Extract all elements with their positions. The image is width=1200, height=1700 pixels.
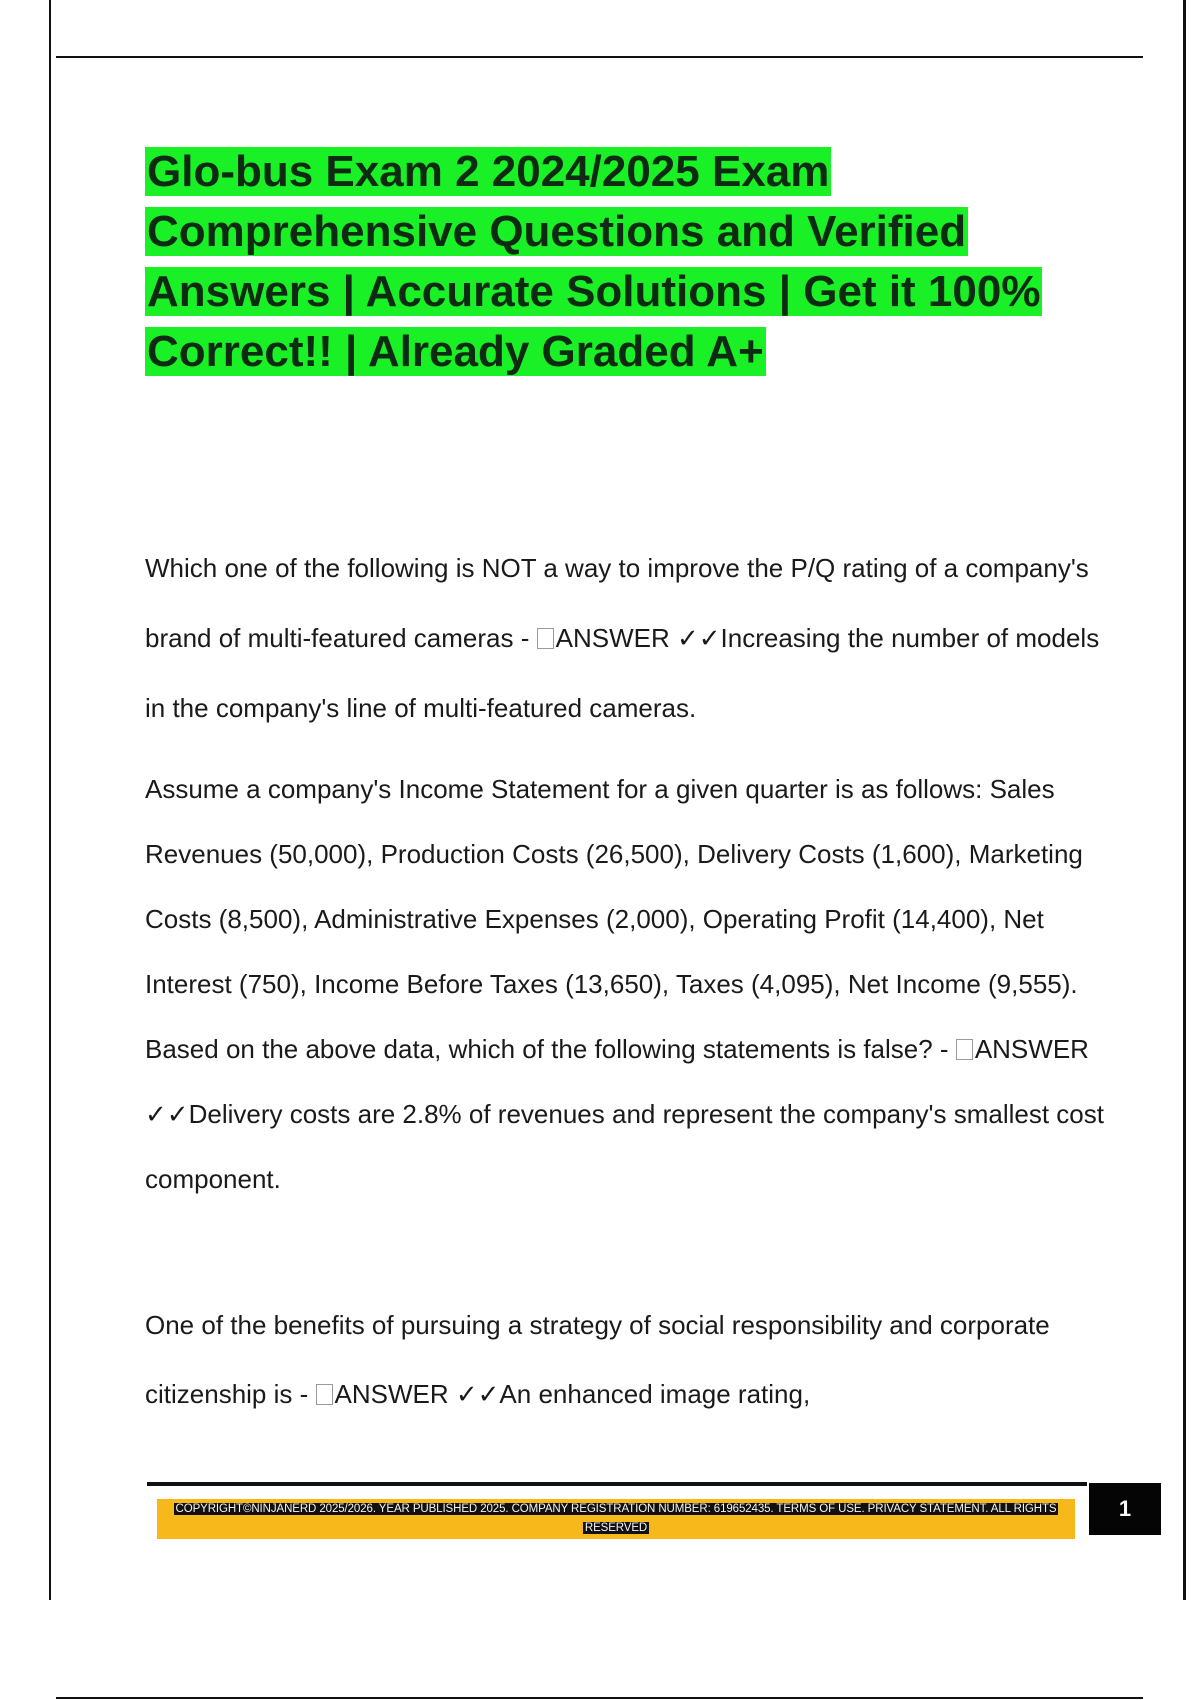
missing-glyph-icon [316, 1384, 333, 1405]
page-number: 1 [1089, 1483, 1161, 1535]
question-text: Assume a company's Income Statement for a given quarter is as follows: Sales Revenues (50,000), Production Costs (26,500), Delivery Costs (1,600), Marketing Costs (8,500), Administrative Expenses (2,000), Operating Profit (14,400), Net Interest (750), Income Before Taxes (13,650), Taxes (4,095), Net Income (9,555). Based on the above data, which of the following statements is false? - [145, 774, 1083, 1064]
footer-copyright-text: COPYRIGHT©NINJANERD 2025/2026. YEAR PUBLISHED 2025. COMPANY REGISTRATION NUMBER: 619652435. TERMS OF USE. PRIVACY STATEMENT. ALL RIGHTS RESERVED [175, 1503, 1057, 1534]
qa-item-1 [145, 533, 1105, 743]
question-text: Which one of the following is NOT a way to improve the P/Q rating of a company's brand of multi-featured cameras - [145, 553, 1089, 653]
page-border-right [1183, 0, 1186, 1600]
answer-marker: ANSWER ✓✓ [334, 1379, 500, 1409]
page-border-left [49, 0, 51, 1600]
page-bottom-rule [56, 1697, 1143, 1699]
missing-glyph-icon [537, 628, 554, 649]
footer-copyright-band [157, 1499, 1075, 1539]
answer-text: Increasing the number of models in the company's line of multi-featured cameras. [145, 623, 1100, 723]
answer-marker: ANSWER ✓✓ [145, 1034, 1089, 1129]
answer-text: An enhanced image rating, [499, 1379, 811, 1409]
question-text: One of the benefits of pursuing a strategy of social responsibility and corporate citizenship is - [145, 1310, 1050, 1409]
footer-copyright [174, 1500, 1059, 1534]
qa-item-2 [145, 757, 1105, 1212]
header-rule [56, 56, 1143, 58]
document-title [145, 142, 1085, 382]
footer-rule [147, 1482, 1087, 1486]
missing-glyph-icon [956, 1039, 973, 1060]
qa-item-3 [145, 1291, 1105, 1429]
answer-text: Delivery costs are 2.8% of revenues and represent the company's smallest cost component. [145, 1099, 1104, 1194]
answer-marker: ANSWER ✓✓ [555, 623, 721, 653]
document-title-text: Glo-bus Exam 2 2024/2025 Exam Comprehensive Questions and Verified Answers | Accurate Solutions | Get it 100% Correct!! | Already Graded A+ [147, 147, 1041, 376]
